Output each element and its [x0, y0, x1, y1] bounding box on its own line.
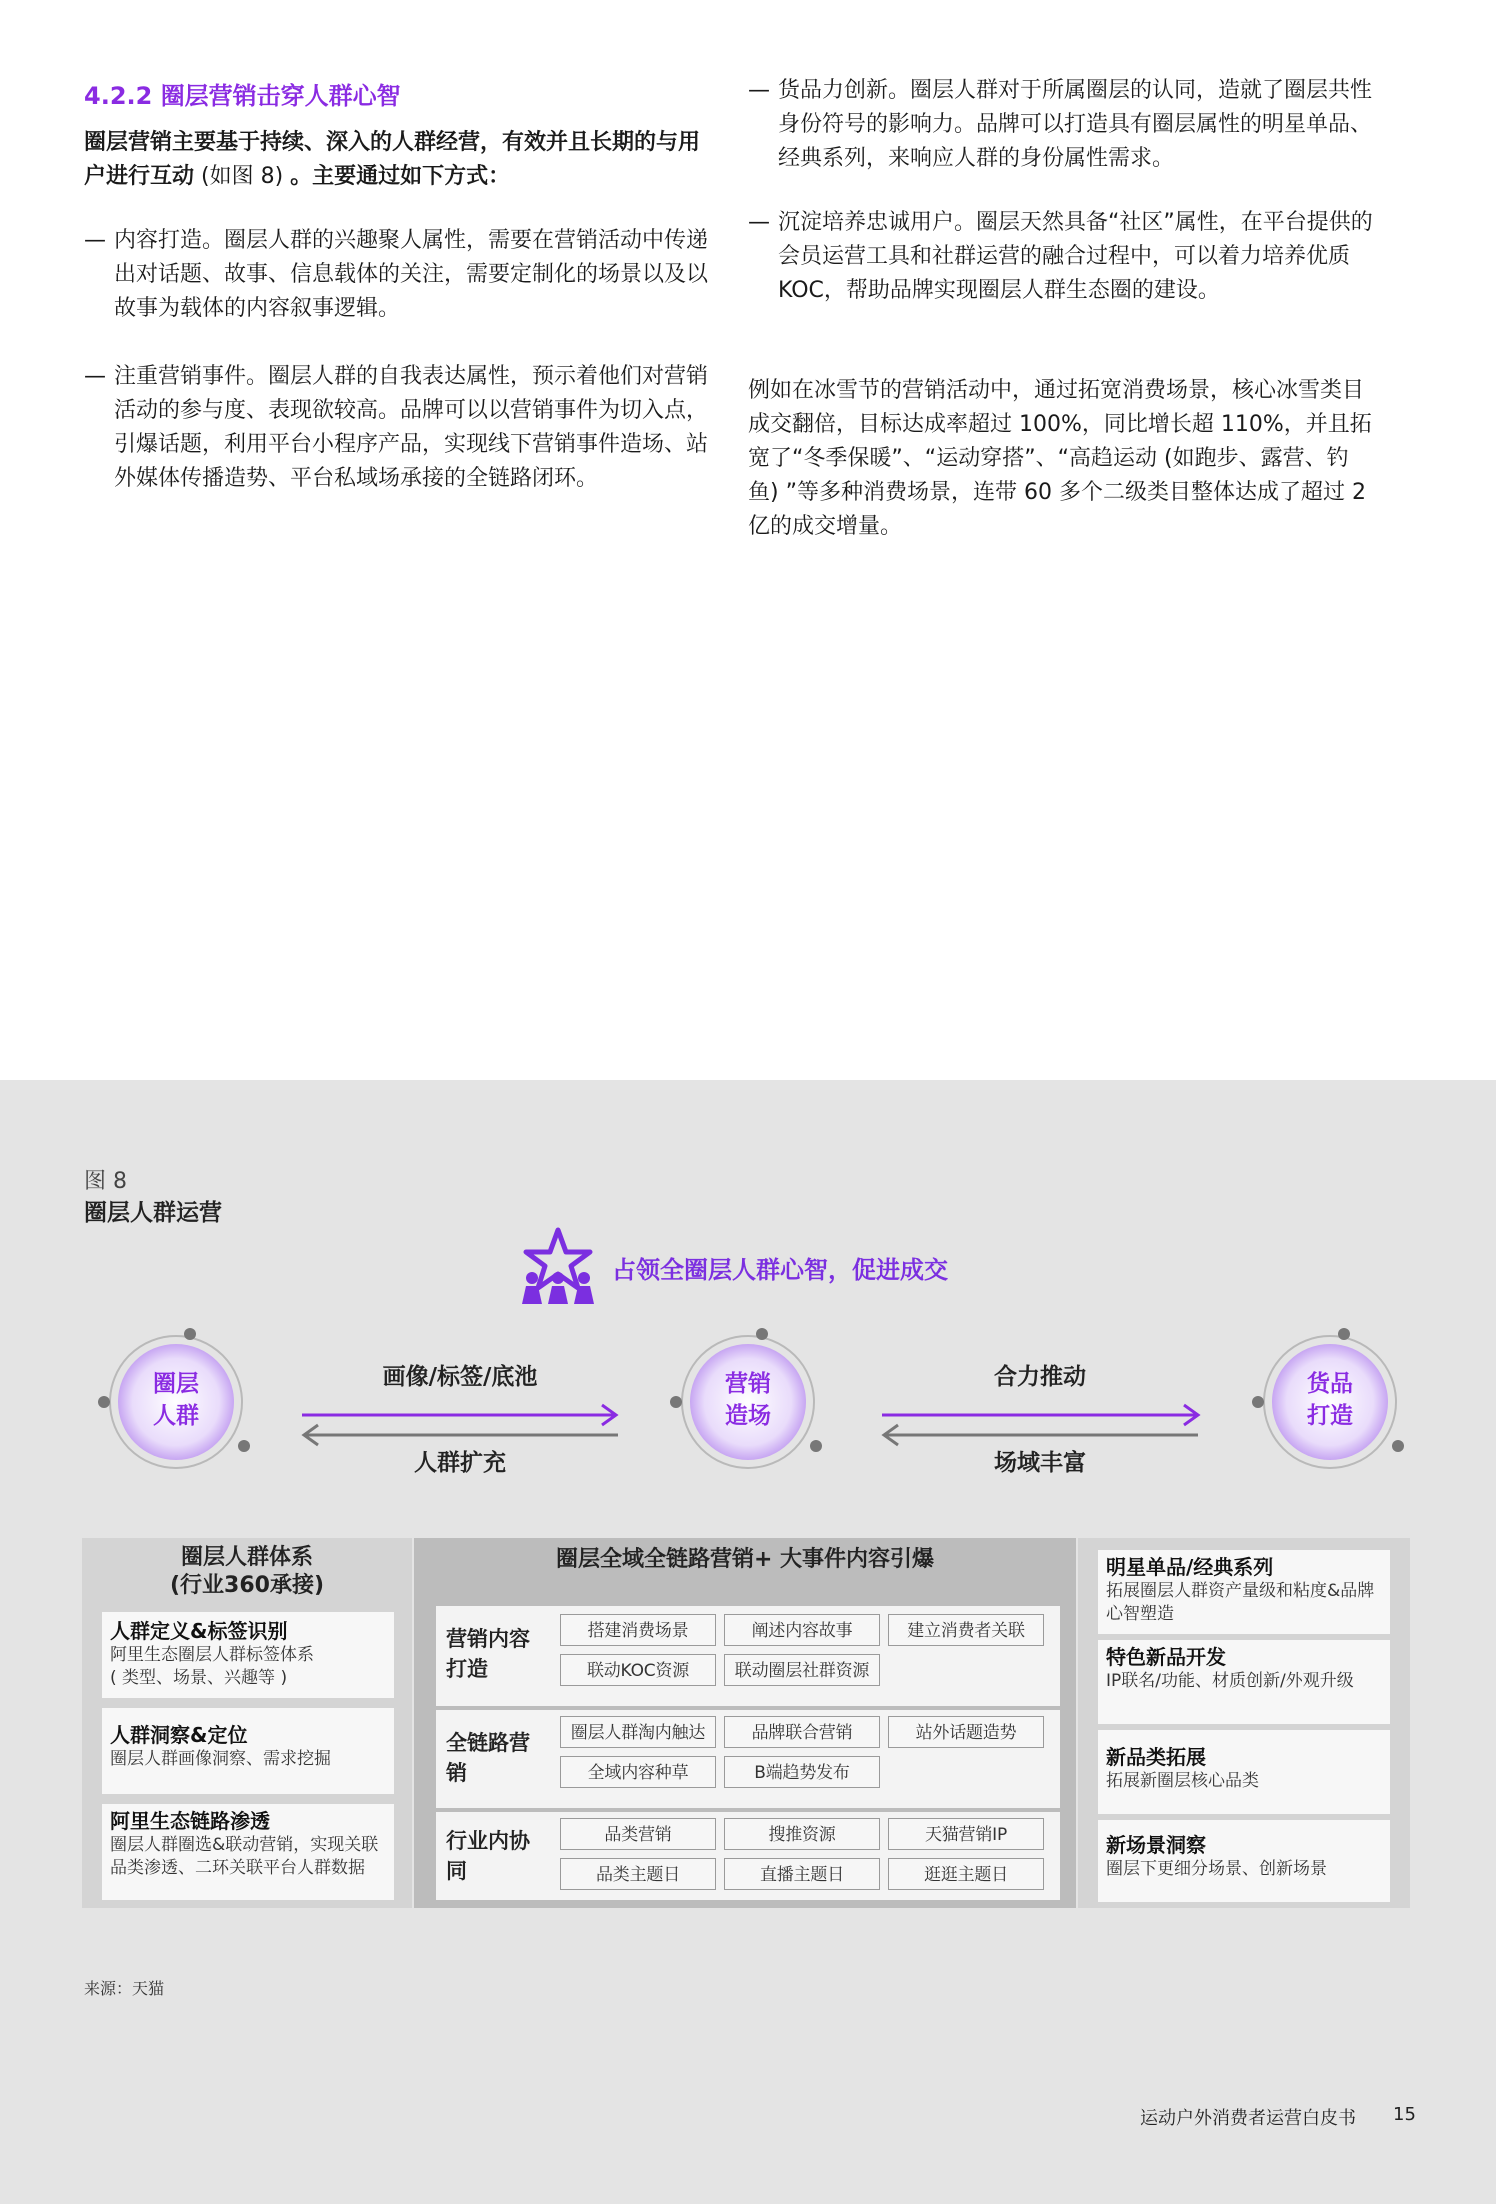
- lead-bold-end: 。主要通过如下方式：: [290, 164, 511, 189]
- chip: 品类主题日: [560, 1858, 716, 1890]
- chip: 品类营销: [560, 1818, 716, 1850]
- lead-paragraph: [84, 126, 714, 194]
- bullet-marketing-events: [84, 360, 714, 496]
- block-industry-collab: [436, 1812, 1060, 1900]
- bullet-dash: —: [84, 364, 106, 389]
- card-subtitle: 圈层人群画像洞察、需求挖掘: [110, 1749, 331, 1769]
- chip: B端趋势发布: [724, 1756, 880, 1788]
- chip: 圈层人群淘内触达: [560, 1716, 716, 1748]
- chip: 联动圈层社群资源: [724, 1654, 880, 1686]
- section-title: 4.2.2 圈层营销击穿人群心智: [84, 82, 401, 110]
- card-subtitle: 拓展新圈层核心品类: [1106, 1771, 1259, 1791]
- flow-label: 合力推动: [994, 1364, 1086, 1390]
- bullet-text: 货品力创新。圈层人群对于所属圈层的认同，造就了圈层共性身份符号的影响力。品牌可以打造具有圈层属性的明星单品、经典系列，来响应人群的身份属性需求。: [778, 78, 1373, 171]
- figure-title: 圈层人群运营: [84, 1200, 222, 1226]
- flow-label: 场域丰富: [994, 1450, 1086, 1476]
- card-subtitle: 拓展圈层人群资产量级和粘度&品牌心智塑造: [1106, 1581, 1375, 1624]
- block-marketing-content: [436, 1606, 1060, 1706]
- chip: 天猫营销IP: [888, 1818, 1044, 1850]
- block-full-link-marketing: [436, 1710, 1060, 1808]
- card-new-scene: [1098, 1820, 1390, 1902]
- block-title: 行业内协同: [446, 1829, 530, 1883]
- bullet-text: 沉淀培养忠诚用户。圈层天然具备“社区”属性，在平台提供的会员运营工具和社群运营的融合过程中，可以着力培养优质 KOC，帮助品牌实现圈层人群生态圈的建设。: [778, 210, 1373, 303]
- card-title: 新品类拓展: [1106, 1745, 1206, 1769]
- chip: 直播主题日: [724, 1858, 880, 1890]
- card-new-product: [1098, 1640, 1390, 1724]
- crowd-system-panel: [82, 1538, 412, 1908]
- card-title: 阿里生态链路渗透: [110, 1809, 270, 1833]
- panel-heading: 圈层人群体系 (行业360承接): [169, 1545, 325, 1598]
- card-title: 人群定义&标签识别: [110, 1619, 288, 1643]
- card-crowd-insight: [102, 1708, 394, 1794]
- bullet-dash: —: [748, 210, 770, 235]
- card-ecosystem-penetration: [102, 1804, 394, 1900]
- bullet-text: 内容打造。圈层人群的兴趣聚人属性，需要在营销活动中传递出对话题、故事、信息载体的关注，需要定制化的场景以及以故事为载体的内容叙事逻辑。: [114, 228, 709, 321]
- chip: 搭建消费场景: [560, 1614, 716, 1646]
- chip: 品牌联合营销: [724, 1716, 880, 1748]
- chip: 逛逛主题日: [888, 1858, 1044, 1890]
- figure-source: 来源：天猫: [84, 1979, 165, 1998]
- chip: 联动KOC资源: [560, 1654, 716, 1686]
- bullet-loyal-users: [748, 206, 1378, 308]
- flow-label: 画像/标签/底池: [382, 1364, 538, 1390]
- card-title: 新场景洞察: [1106, 1833, 1206, 1857]
- flow-arrows: [0, 1380, 1496, 1460]
- card-subtitle: IP联名/功能、材质创新/外观升级: [1106, 1671, 1354, 1691]
- chip: 建立消费者关联: [888, 1614, 1044, 1646]
- footer-title: 运动户外消费者运营白皮书: [1140, 2108, 1356, 2129]
- figure-number: 图 8: [84, 1169, 127, 1194]
- example-paragraph: 例如在冰雪节的营销活动中，通过拓宽消费场景，核心冰雪类目成交翻倍，目标达成率超过 100%，同比增长超 110%，并且拓宽了“冬季保暖”、“运动穿搭”、“高趋运动 (如跑步、露营、钓鱼) ”等多种消费场景，连带 60 多个二级类目整体达成了超过 2 亿的成交增量。: [748, 378, 1372, 539]
- card-subtitle: 阿里生态圈层人群标签体系 ( 类型、场景、兴趣等 ): [110, 1645, 314, 1688]
- figure-banner: 占领全圈层人群心智，促进成交: [612, 1256, 948, 1284]
- node-label: 营销 造场: [725, 1371, 771, 1429]
- bullet-dash: —: [748, 78, 770, 103]
- bullet-product-innovation: [748, 74, 1378, 176]
- bullet-text: 注重营销事件。圈层人群的自我表达属性，预示着他们对营销活动的参与度、表现欲较高。品牌可以以营销事件为切入点，引爆话题，利用平台小程序产品，实现线下营销事件造场、站外媒体传播造势、平台私域场承接的全链路闭环。: [114, 364, 709, 491]
- chip: 搜推资源: [724, 1818, 880, 1850]
- node-label: 货品 打造: [1307, 1371, 1353, 1429]
- full-link-marketing-panel: [414, 1538, 1076, 1908]
- lead-aside: (如图 8): [194, 164, 291, 189]
- product-panel: [1078, 1538, 1410, 1908]
- panel-heading: 圈层全域全链路营销+ 大事件内容引爆: [555, 1547, 935, 1572]
- crowd-star-icon: [508, 1226, 608, 1310]
- card-crowd-definition: [102, 1612, 394, 1698]
- node-label: 圈层 人群: [153, 1371, 199, 1429]
- card-title: 特色新品开发: [1106, 1645, 1226, 1669]
- block-title: 营销内容打造: [446, 1627, 530, 1681]
- chip: 阐述内容故事: [724, 1614, 880, 1646]
- chip: 站外话题造势: [888, 1716, 1044, 1748]
- page-number: 15: [1393, 2104, 1416, 2125]
- lead-bold: 圈层营销主要基于持续、深入的人群经营，有效并且长期的与用户进行互动: [84, 130, 701, 189]
- flow-label: 人群扩充: [414, 1450, 506, 1476]
- bullet-dash: —: [84, 228, 106, 253]
- bullet-content-creation: [84, 224, 714, 326]
- card-star-product: [1098, 1550, 1390, 1634]
- block-title: 全链路营销: [446, 1731, 530, 1785]
- card-subtitle: 圈层下更细分场景、创新场景: [1106, 1859, 1327, 1879]
- card-new-category: [1098, 1730, 1390, 1814]
- chip: 全域内容种草: [560, 1756, 716, 1788]
- card-title: 明星单品/经典系列: [1106, 1555, 1274, 1579]
- card-subtitle: 圈层人群圈选&联动营销，实现关联品类渗透、二环关联平台人群数据: [110, 1835, 379, 1878]
- card-title: 人群洞察&定位: [110, 1723, 248, 1747]
